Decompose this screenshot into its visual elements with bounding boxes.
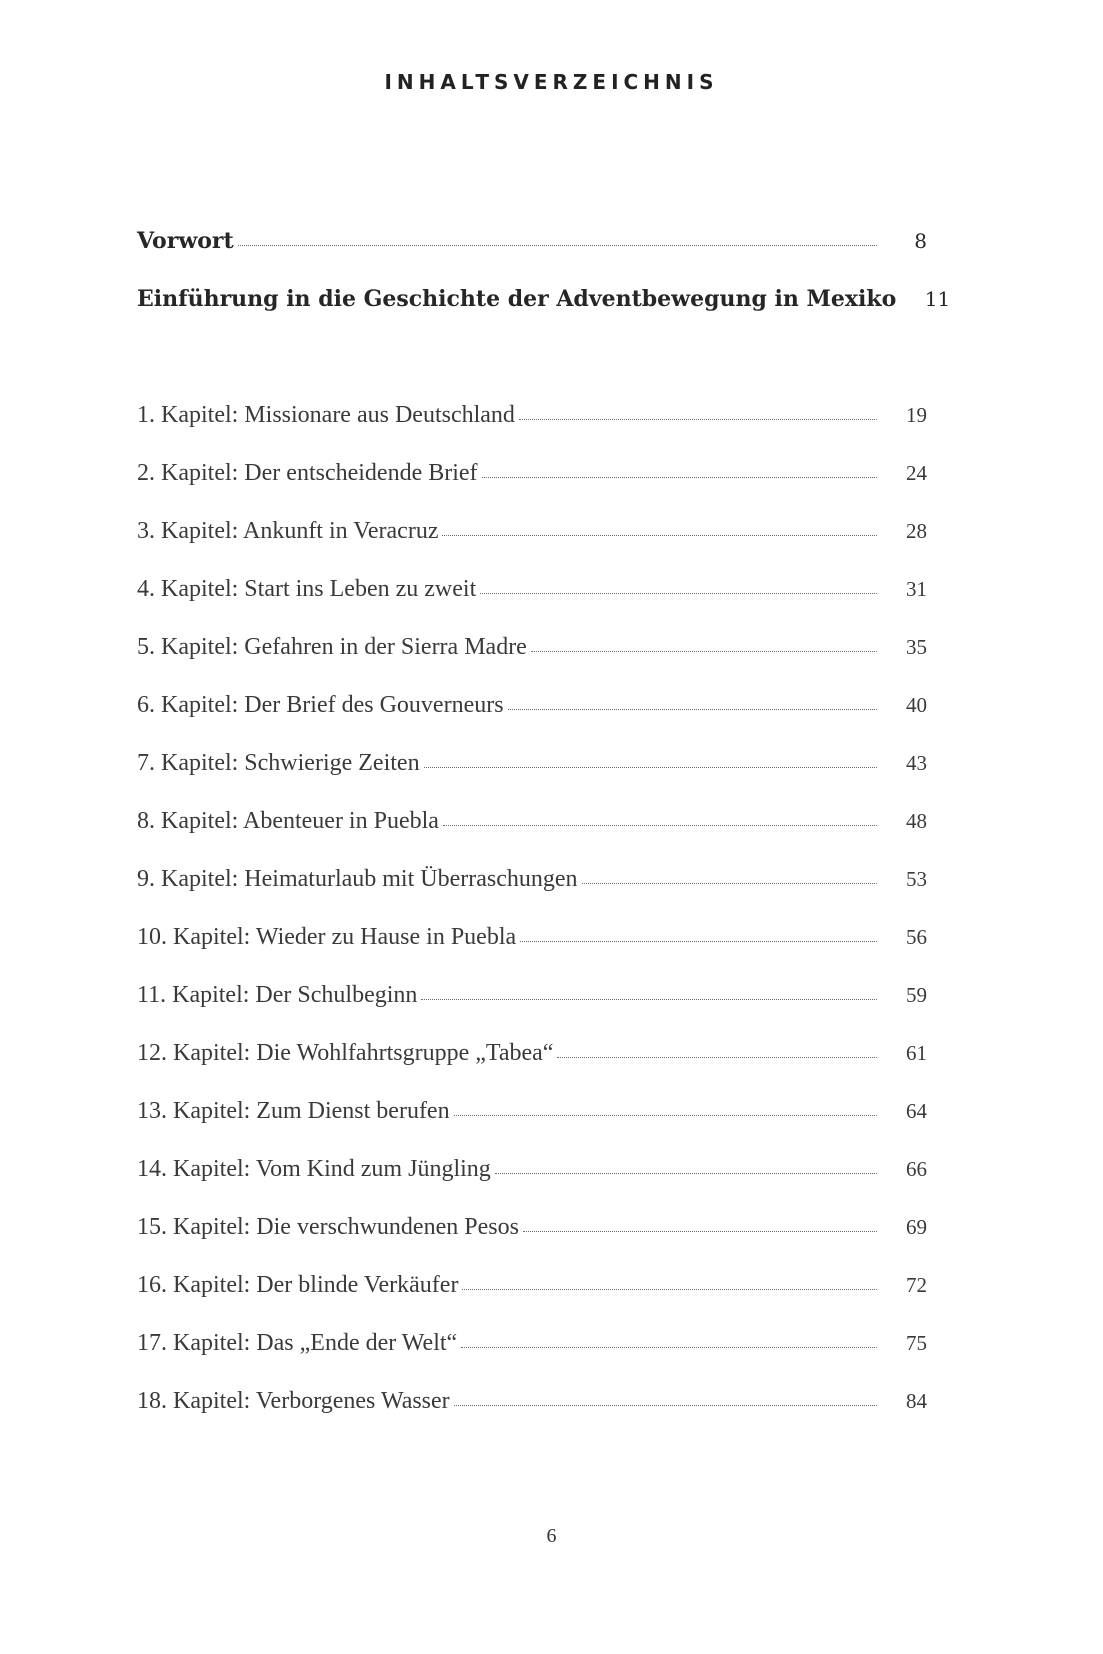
toc-entry-chapter-10[interactable] <box>137 924 927 964</box>
dot-leader <box>454 1115 877 1116</box>
dot-leader <box>523 1231 877 1232</box>
toc-entry-page: 19 <box>906 403 927 427</box>
toc-entry-chapter-6[interactable] <box>137 692 927 732</box>
toc-entry-page: 84 <box>906 1389 927 1413</box>
dot-leader <box>482 477 877 478</box>
toc-entry-title: 1. Kapitel: Missionare aus Deutschland <box>137 402 515 428</box>
toc-entry-chapter-5[interactable] <box>137 634 927 674</box>
dot-leader <box>557 1057 877 1058</box>
toc-entry-title: Einführung in die Geschichte der Adventbewegung in Mexiko <box>137 286 897 312</box>
toc-entry-title: 7. Kapitel: Schwierige Zeiten <box>137 750 420 776</box>
toc-entry-title: 3. Kapitel: Ankunft in Veracruz <box>137 518 439 544</box>
toc-entry-title: 15. Kapitel: Die verschwundenen Pesos <box>137 1214 519 1240</box>
toc-entry-chapter-17[interactable] <box>137 1330 927 1370</box>
page-number: 6 <box>546 1525 557 1547</box>
dot-leader <box>519 419 877 420</box>
toc-entry-chapter-12[interactable] <box>137 1040 927 1080</box>
toc-entry-title: 5. Kapitel: Gefahren in der Sierra Madre <box>137 634 527 660</box>
toc-entry-chapter-13[interactable] <box>137 1098 927 1138</box>
dot-leader <box>238 245 877 246</box>
toc-entry-chapter-16[interactable] <box>137 1272 927 1312</box>
toc-entry-title: 9. Kapitel: Heimaturlaub mit Überraschungen <box>137 866 578 892</box>
toc-entry-page: 69 <box>906 1215 927 1239</box>
page-title: INHALTSVERZEICHNIS <box>384 70 719 94</box>
dot-leader <box>531 651 877 652</box>
toc-entry-title: 2. Kapitel: Der entscheidende Brief <box>137 460 478 486</box>
toc-entry-page: 48 <box>906 809 927 833</box>
toc-entry-page: 59 <box>906 983 927 1007</box>
dot-leader <box>462 1289 877 1290</box>
toc-entry-page: 56 <box>906 925 927 949</box>
toc-entry-chapter-7[interactable] <box>137 750 927 790</box>
dot-leader <box>442 535 877 536</box>
toc-entry-chapter-14[interactable] <box>137 1156 927 1196</box>
toc-entry-chapter-1[interactable] <box>137 402 927 442</box>
toc-entry-chapter-8[interactable] <box>137 808 927 848</box>
toc-entry-title: 18. Kapitel: Verborgenes Wasser <box>137 1388 450 1414</box>
toc-entry-page: 11 <box>924 287 951 311</box>
toc-entry-title: 4. Kapitel: Start ins Leben zu zweit <box>137 576 477 602</box>
toc-entry-title: 11. Kapitel: Der Schulbeginn <box>137 982 418 1008</box>
dot-leader <box>495 1173 877 1174</box>
toc-entry-page: 64 <box>906 1099 927 1123</box>
toc-entry-title: 6. Kapitel: Der Brief des Gouverneurs <box>137 692 504 718</box>
toc-entry-page: 40 <box>906 693 927 717</box>
dot-leader <box>582 883 877 884</box>
toc-entry-page: 35 <box>906 635 927 659</box>
dot-leader <box>508 709 877 710</box>
dot-leader <box>424 767 877 768</box>
toc-entry-chapter-9[interactable] <box>137 866 927 906</box>
toc-entry-page: 31 <box>906 577 927 601</box>
toc-entry-page: 66 <box>906 1157 927 1181</box>
toc-entry-title: 16. Kapitel: Der blinde Verkäufer <box>137 1272 459 1298</box>
toc-entry-page: 61 <box>906 1041 927 1065</box>
toc-entry-chapter-11[interactable] <box>137 982 927 1022</box>
toc-entry-chapter-18[interactable] <box>137 1388 927 1428</box>
dot-leader <box>461 1347 877 1348</box>
dot-leader <box>520 941 877 942</box>
dot-leader <box>421 999 877 1000</box>
toc-entry-page: 75 <box>906 1331 927 1355</box>
toc-entry-page: 24 <box>906 461 927 485</box>
toc-entry-chapter-2[interactable] <box>137 460 927 500</box>
toc-entry-title: 17. Kapitel: Das „Ende der Welt“ <box>137 1330 458 1356</box>
toc-entry-chapter-3[interactable] <box>137 518 927 558</box>
toc-entry-title: 12. Kapitel: Die Wohlfahrtsgruppe „Tabea“ <box>137 1040 554 1066</box>
toc-entry-title: 10. Kapitel: Wieder zu Hause in Puebla <box>137 924 517 950</box>
toc-entry-page: 8 <box>914 229 927 253</box>
toc-entry-title: 8. Kapitel: Abenteuer in Puebla <box>137 808 439 834</box>
dot-leader <box>443 825 877 826</box>
toc-entry-page: 72 <box>906 1273 927 1297</box>
toc-entry-title: 14. Kapitel: Vom Kind zum Jüngling <box>137 1156 491 1182</box>
toc-entry-page: 43 <box>906 751 927 775</box>
toc-entry-page: 53 <box>906 867 927 891</box>
toc-entry-title: 13. Kapitel: Zum Dienst berufen <box>137 1098 450 1124</box>
toc-entry-page: 28 <box>906 519 927 543</box>
toc-entry-chapter-15[interactable] <box>137 1214 927 1254</box>
toc-entry-title: Vorwort <box>137 228 234 254</box>
toc-entry-vorwort[interactable] <box>137 228 927 268</box>
toc-entry-chapter-4[interactable] <box>137 576 927 616</box>
toc-entry-einfuehrung[interactable] <box>137 286 951 326</box>
dot-leader <box>480 593 877 594</box>
dot-leader <box>454 1405 877 1406</box>
